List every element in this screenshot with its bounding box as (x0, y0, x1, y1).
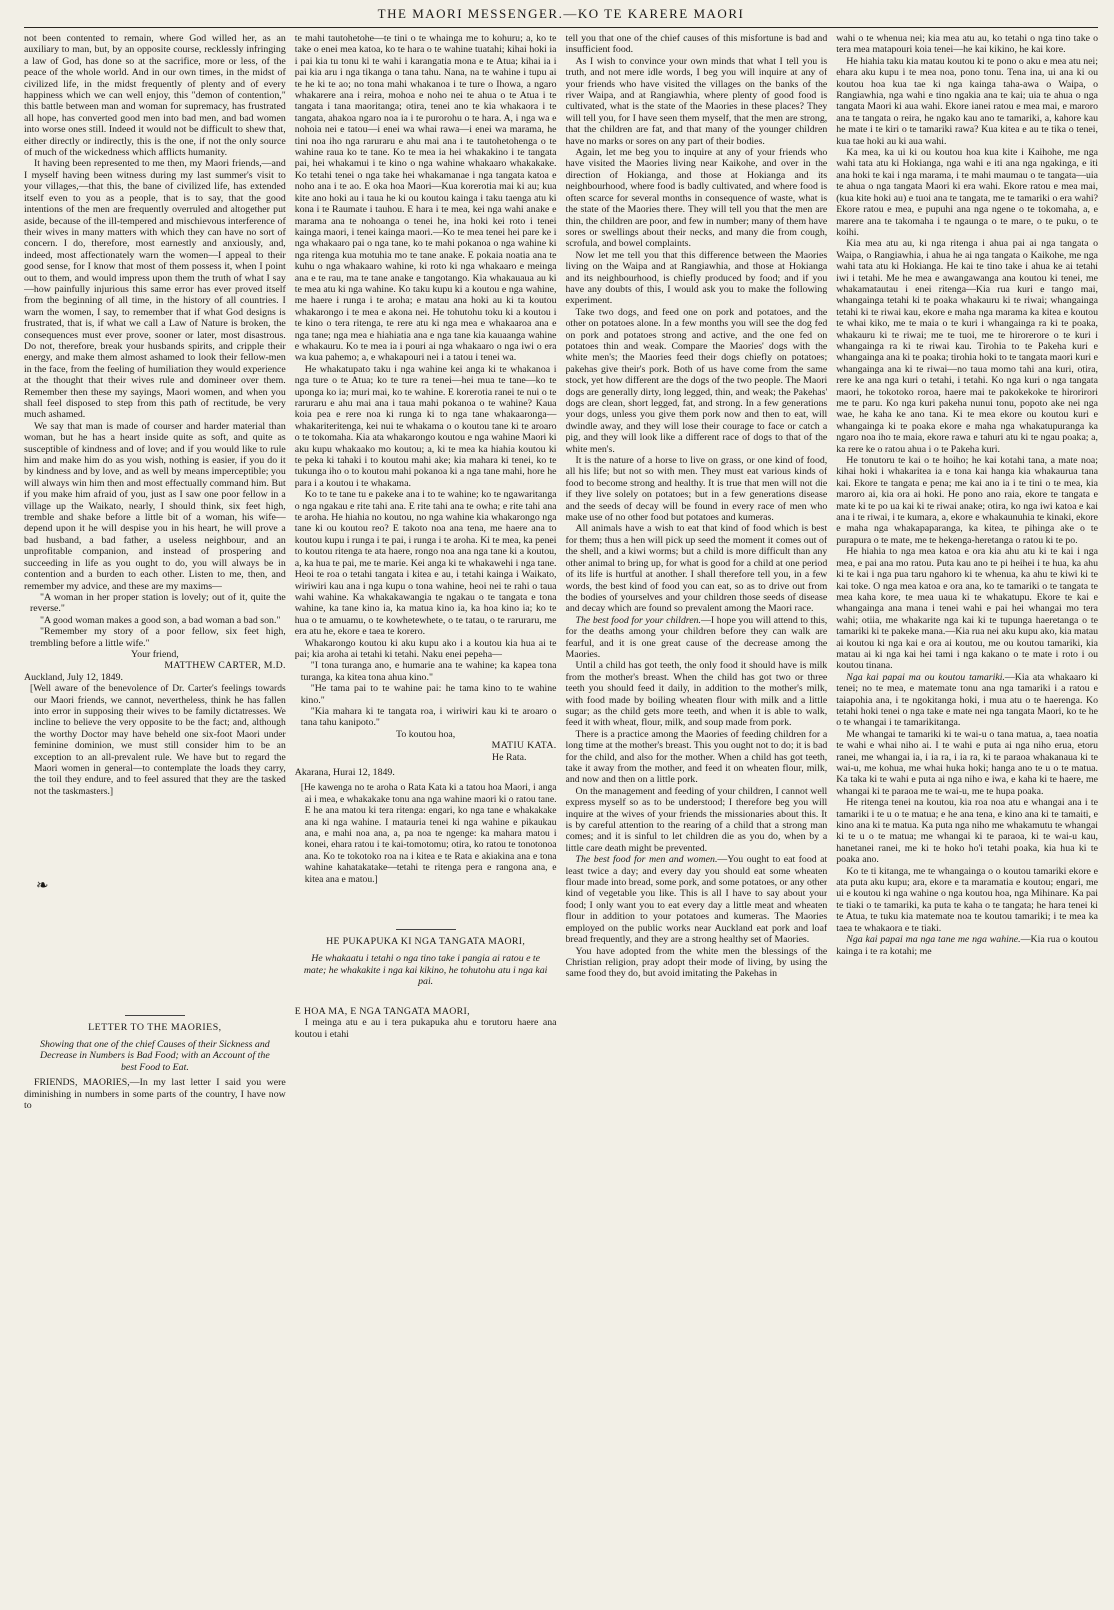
column-2 (295, 33, 557, 1605)
paragraph: I meinga atu e au i tera pukapuka ahu e torutoru haere ana koutou i etahi (294, 1017, 557, 1040)
column-3 (566, 33, 828, 1605)
paragraph: He hiahia to nga mea katoa e ora kia ahu atu ki te kai i nga mea, e pai ana mo ratou. Puta kau ano te pi heihei i te hua, ka ahu ki te kai i nga pua taru ngahoro ki te whenua, ka ahu te kiwi ki te kai toke. O nga mea katoa e ora ana, ko te tamariki o te tangata te mea kaha kore, te mea uaua ki te whakatupu. Ekore te kai e whangainga ana mana i tenei wahi e pai hei whangai mo tera wahi; otiia, me whakarite nga kai ki te tupunga haeretanga o te tamariki ki te pakeke mana.—Kia rua nei aku kupu ako, kia matau ai koutou ki nga kai e ora ai koutou, me ou koutou tamariki, kia matau ai ki nga kai hei tami i nga kakano o te mate i roto i ou koutou tinana. (836, 546, 1098, 672)
paragraph: He hiahia taku kia matau koutou ki te pono o aku e mea atu nei; ehara aku kupu i te mea noa, pono tonu. Tena ina, ui ana ki ou koutou hoa kua tae ki nga kainga taha-awa o Waipa, o Rangiawhia, nga wahi e tino ngakia ana te kai; uia te ahua o nga tangata Maori ki aua wahi. Ekore ianei ratou e mea mai, e maroro ana te tangata o reira, he ngako kau ano te tamariki, a, kahore kau he mate i te kiri o te tamariki rawa? Kua kitea e au te tika o tenei, kua tae hoki au ki aua wahi. (836, 55, 1098, 147)
paragraph: Me whangai te tamariki ki te wai-u o tana matua, a, taea noatia te wahi e whai niho ai. I te wahi e puta ai nga niho erua, etoru ranei, me whangai ia, i ia ra, i ia ra, ki te paraoa whakanaua ki te wai-u, me kohua, me whai huka hoki; hanga ano te u o te matua. Ka taka ki te wahi e puta ai nga niho e iwa, e kaha ki te haere, me whangai ki te paraoa me te wai-u, me te hupa poaka. (836, 728, 1098, 797)
paragraph: He ritenga tenei na koutou, kia roa noa atu e whangai ana i te tamariki i te u o te matua; e he ana tena, e kino ana ki te tamaiti, e kino ana ki te matua. Ka puta nga niho me whakamutu te whangai ki te u o te matua; me whangai ki te paraoa, ki te wai-u kau, hanetanei ranei, me ki te hoko ho'i tetahi poaka, kia hua ki te poaka ano. (836, 797, 1098, 866)
editorial-note: [He kawenga no te aroha o Rata Kata ki a tatou hoa Maori, i anga ai i mea, e whakakake tonu ana nga wahine maori ki o ratou tane. E he ana matou ki tera ritenga: engari, ko nga tane e whakakake ana ki nga wahine. I matauria tenei ki nga wahine e pikaukau ana, e mahi noa ana, a, pa noa te ngenge: ka mahara matou i konei, ehara ratou i te kai-tomotomu; otira, ko ratou te tonotonoa ana. Ko te tokotoko roa na i kitea e te Rata e akiakina ana e tona wahine kahatakatake—tetahi te ritenga pera e rangona ana, e kitea ana e matou.] (300, 782, 557, 885)
paragraph: He tonutoru te kai o te hoiho; he kai kotahi tana, a mate noa; kihai hoki i whakaritea ia e tona kai hanga kia whakaurua tana kai. Ekore te tangata e pena; me kai ano ia i te tini o te mea, kia maroro ai, kia ora ai hoki. He pono ano raia, ekore te tangata e mate ki te po ua kai ki te riwai anake; otira, ko nga iwi katoa e kai ana i te riwai, i te kumara, a, ekore e whakaunuhia te kinaki, ekore e maha nga whakapaparanga, ka kitea, te pihinga ake o te purapura o te mate, me te hekenga-heretanga o ratou ki te po. (836, 455, 1098, 546)
salutation: E HOA MA, E NGA TANGATA MAORI, (294, 1005, 470, 1017)
ornament-icon: ❧ (36, 878, 49, 895)
signature-title: He Rata. (492, 751, 527, 763)
columns (24, 33, 1098, 1605)
paragraph (836, 672, 1098, 729)
maxim: "A woman in her proper station is lovely; out of it, quite the reverse." (30, 591, 286, 615)
paragraph: FRIENDS, MAORIES,—In my last letter I said you were diminishing in numbers in some parts of the country, I have now to (24, 1077, 286, 1112)
paragraph-body: —You ought to eat food at least twice a day; and every day you should eat some wheaten flour made into bread, some pork, and some potatoes, or any other kind of vegetable you like. This is all I have to say about your food; I only want you to eat every day a little meat and wheaten flour in addition to your potatoes and kumeras. The Maories employed on the public works near Auckland eat pork and loaf bread frequently, and they are a strong healthy set of Maories. (565, 854, 828, 946)
paragraph: Take two dogs, and feed one on pork and potatoes, and the other on potatoes alone. In a few months you will see the dog fed on pork and potatoes strong and active, and the one fed on potatoes thin and weak. Compare the Maories' dogs with the white men's; the Maories feed their dogs chiefly on potatoes; pakehas give their's pork. Both of us have come from the same stock, yet how different are the dogs of the two people. The Maori dogs are generally dirty, long legged, thin, and weak; the Pakehas' dogs are clean, short legged, fat, and strong. In a few generations your dogs, unless you give them pork now and then to eat, will dwindle away, and they will lose their courage to face or catch a pig, and they will look like a different race of dogs to that of the white men's. (565, 306, 828, 455)
divider (125, 1015, 185, 1016)
column-1 (24, 33, 286, 1605)
paragraph: Now let me tell you that this difference between the Maories living on the Waipa and at Rangiawhia, and those at Hokianga and its neighbourhood, is chiefly produced by food; and if you have any doubts of this, I would ask you to make the following experiment. (565, 249, 828, 307)
section-lead: Nga kai papai ma ou koutou tamariki. (846, 671, 1005, 683)
spacer (295, 885, 557, 919)
letter-heading: HE PUKAPUKA KI NGA TANGATA MAORI, (326, 936, 526, 948)
section-lead: The best food for men and women. (575, 854, 718, 866)
paragraph: It having been represented to me then, my Maori friends,—and I myself having been witness during my last summer's visit to your villages,—that this, the bane of civilized life, has extended itself even to you as a people, that is to say, that the good intentions of the men are frequently overruled and altogether put aside, because of the ill-tempered and mischievous interference of their wives in many matters with which they can have no sort of concern. I do, therefore, most earnestly and anxiously, and, indeed, most affectionately warn the women—I appeal to their good sense, for I know that most of them possess it, when I point out to them, and would impress upon them the truth of what I say—how painfully injurious this same error has ever proved itself from the beginning of all time, in the history of all countries. I warn the women, I say, to remember that if what God designs is frustrated, that is, if what we call a Law of Nature is broken, the consequences must ever prove, sooner or later, most disastrous. Do not, therefore, break your husbands spirits, and cripple their energy, and make them almost ashamed to look their fellow-men in the face, from the feeling of humiliation they would experience at the thought that their wives rule and domineer over them. Remember then these my sayings, Maori women, and when you shall feel disposed to step from this path of rectitude, be very much ashamed. (24, 158, 286, 421)
spacer (295, 988, 557, 1006)
paragraph: Ko to te tane tu e pakeke ana i to te wahine; ko te ngawaritanga o nga ngakau e rite tahi ana. E rite tahi ana te owha; e rite tahi ana te aroha. He hiahia no koutou, no nga wahine kia whakarongo nga tane ki ou koutou reo? E takoto noa ana tena, me haere ana to koutou kupu i runga i te pai, i runga i te aroha. Ki te mea, ka penei to koutou ritenga te ata haere, rongo noa ana nga tane ki a koutou, a, ka hua te pai, me te marie. Kei anga ki te whakawehi i nga tane. Heoi te roa o tetahi tangata i kitea e au, i tetahi kainga i Waikato, wiriwiri kau ana i nga kupu o tona wahine, heoi nei te rahi o taua wahi wahine. Ka whakakawangia te ngakau o te tangata e tona wahine, ka tane kino ia, ka matua kino ia, ka hoa kino ia; ko te hua o te amuamu, o te kowhetewhete, o te tatau, o te raruraru, me era atu he, ekore e taea te korero. (294, 489, 557, 638)
dateline: Auckland, July 12, 1849. (24, 671, 123, 683)
paragraph: tell you that one of the chief causes of this misfortune is bad and insufficient food. (565, 33, 828, 56)
maxim: "A good woman makes a good son, a bad woman a bad son." (40, 614, 281, 626)
paragraph: All animals have a wish to eat that kind of food which is best for them; thus a hen will pick up seed the moment it comes out of the shell, and a kiwi worms; but a child is more difficult than any other animal to bring up, for what is good for a child at one period of its life is hurtful at another. I shall therefore tell you, in a few words, the best kind of food you can eat, so as to drive out from the bodies of yourselves and your children those seeds of disease and decay which are found so prevalent among the Maori race. (565, 523, 828, 615)
paragraph-body: —I hope you will attend to this, for the deaths among your children before they can walk are fearful, and it is one great cause of the decrease among the Maories. (565, 614, 828, 660)
masthead: THE MAORI MESSENGER.—KO TE KARERE MAORI (24, 6, 1098, 28)
paragraph: Ka mea, ka ui ki ou koutou hoa kua kite i Kaihohe, me nga wahi tata atu ki Hokianga, nga wahi e iti ana nga ngakinga, e iti ana hoki te kai i nga marama, i te mahi maumau o te tangata—uia te ahua o nga tangata Maori ki era wahi. Ekore ratou e mea mai,(kua kite hoki au) e tuoi ana te tangata, me te tamariki o era wahi? Ekore ratou e mea, e pupuhi ana nga ngene o te tokomaha, a, e marere ana te takomaha i te ngaunga o te mare, o te puku, o te koihi. (836, 147, 1098, 238)
paragraph: Kia mea atu au, ki nga ritenga i ahua pai ai nga tangata o Waipa, o Rangiawhia, i ahua he ai nga tangata o Kaikohe, me nga wahi tata atu ki Hokianga. He kai te tino take i ahua ke ai tetahi iwi i tetahi. Me he mea e awangawanga ana koutou ki tenei, me whakamatautau i enei ritenga—Kia rua kuri e tango mai, whangainga tetahi ki te poaka whakauru ki te riwai; whangainga tetahi ki te riwai kau, ekore e maha nga marama ka kitea e koutou te whai kiko, me te maia o te kuri i whangainga ra ki te poaka, whakauru ki te riwai; me te tuoi, me te hirorerore o te kuri i whangainga ra ki te riwai kau. Tirohia to te Pakeha kuri e whangainga ana ki te poaka; tirohia hoki to te tangata maori kuri e whangainga ana ki te riwai—no taua momo tahi ana kuri, otira, rere ke ana nga kuri o tetahi, i tetahi. Ko nga kuri o nga tangata maori, he tokotoko roroa, haere mai te pakokekoke te hirorirori me te paru. Ko nga kuri pakeha nunui tonu, popoto ake nei nga wae, he kaha ke ano tana. Ki te mea ekore ou koutou kuri e whangainga ki te poaka ekore e maha nga whakatupuranga ka ngaro noa iho te maia, ekore rawa e tahuri atu ki te ngau poaka; a, ka rere ke o ratou ahua i o te Pakeha kuri. (836, 238, 1098, 455)
paragraph: not been contented to remain, where God willed her, as an auxiliary to man, but, by an opposite course, recklessly infringing a law of God, has done so at the sacrifice, more or less, of the peace of the whole world. And in our own times, in the midst of civilized life, in the midst frequently of plenty and of every happiness which we can well enjoy, this "demon of contention," this battle between man and woman for supremacy, has frustrated all hope, has converted good men into bad men, and bad women into worse ones still. Indeed it would not be difficult to shew that, either directly or indirectly, this is the one, if not the only source of much of the wickedness which afflicts humanity. (24, 33, 286, 159)
paragraph: As I wish to convince your own minds that what I tell you is truth, and not mere idle words, I beg you will inquire at any of your friends who have visited the villages on the banks of the river Waipa, and at Rangiawhia, where plenty of good food is cultivated, what is the state of the Maories in these places? They will tell you, for I have seen them myself, that the men are strong, that the children are fat, and that many of the younger children have no marks or sores on any part of their bodies. (565, 55, 828, 147)
dateline: Akarana, Hurai 12, 1849. (294, 767, 395, 778)
maxim: "Remember my story of a poor fellow, six feet high, trembling before a little wife." (30, 626, 286, 649)
spacer (24, 797, 286, 881)
paragraph: te mahi tautohetohe—te tini o te whainga me to kohuru; a, ko te take o enei mea katoa, ko te hara o te wahine tuatahi; kihai hoki ia i pai kia tu tonu ki te wahi i karangatia mona e te Atua; kihai ia i pai kia aru i nga tikanga o tana tahu. Nana, na te wahine i tupu ai te he ki te ao; no tona mahi whakanoa i te ture o Ihowa, a ngaro whakarere ana i reira, mohoa e noho nei te ahua o te Atua i te tangata i tana maoritanga; otira, tenei ano te kia whakaora i te tangata, ahakoa ngaro noa ia i te purorohu o te hara. A, i nga wa e nohoia nei e tatou—i enei wa whai rawa—i enei wa marama, he tini noa iho nga raruraru e ahu mai ana i te tautohetohenga o te wahine raua ko te tane. Ko te mea ia hei whakakino i te tangata pai, hei whakamui i te kino o nga wahine whakaaro whakakake. Ko tetahi tenei o nga take hei whakamanae i nga tangata katoa e noho ana i te ao. E oka hoa Maori—Kua korerotia mai ki au; kua kite ano hoki au i taua he ki ou koutou kainga i taku taenga atu ki kona i te Raumate i tauhou. E hara i te mea, kei nga wahi anake e marama ana te nohoanga o tenei he, ina hoki kei roto i tenei kainga maori, i tenei kainga maori.—Ko te mea tenei hei pare ke i nga whakaaro pai o nga tane, ko te mahi pokanoa o nga wahine ki nga ritenga kua motuhia mo te tane anake. E pokaia noatia ana te kuhu o nga whakaaro wahine, ki roto ki nga whakaaro e meinga ana e te rau, ma te tane anake e tangotango. Kia whakauaua au ki te mea atu ki nga wahine. Ko taku kupu ki a koutou e nga wahine, me haere i runga i te aroha; e matau ana hoki au ki ta koutou whakarongo i te mea e akona nei. He tohutohu toku ki a koutou i te kino o tera ritenga, te rere atu ki nga mea e whakaaroa ana e nga tane; nga mea e hiahiatia ana e nga tane kia kauaanga wahine e whakauru. Ko te mea ia i pouri ai nga whakaaro o nga iwi o era wa kua pahemo; a, e whakapouri nei i a tatou i tenei wa. (294, 33, 557, 364)
paragraph: He whakatupato taku i nga wahine kei anga ki te whakanoa i nga ture o te Atua; ko te ture ra tenei—hei mua te tane—ko te uponga ko ia; muri mai, ko te wahine. E korerotia ranei te nui o te raruraru e ahu mai ana i taua mahi pokanoa o te wahine? Kaua koia pea e rere noa ki runga ki to nga tane whakaaronga—whakariteritenga, kei nui te whakama o o koutou tane ki te aroaro o te tokomaha. Kia ata whakarongo koutou e nga wahine Maori ki aku kupu whakaako mo koutou; a, ki te mea ka hiahia koutou ki te peka ki tahaki i to koutou mahi ake; kia mahara ki tenei, ko te tukunga iho o to koutou mahi pokanoa ki a nga tane mahi, hore he para i a koutou i te whakama. (294, 363, 557, 489)
paragraph-body: —Kia ata whakaaro ki tenei; no te mea, e matemate tonu ana nga tamariki i a ratou e taiapohia ana, i te ngokitanga hoki, i mua atu o te haerenga. Ko tetahi hoki tenei o nga take e mate nei nga tangata Maori, ko te he o te whangai i te tamarikitanga. (836, 671, 1098, 729)
maxim: "I tona turanga ano, e humarie ana te wahine; ka kapea tona turanga, ka kitea tona ahua kino." (300, 660, 557, 683)
paragraph: Again, let me beg you to inquire at any of your friends who have visited the Maories living near Kaikohe, and over in the direction of Hokianga, and those at Hokianga and its neighbourhood, where food is badly cultivated, and where food is often scarce for several months in consequence of waste, what is the state of the Maories there. They will tell you that the men are thin, the children are poor, and few in number; many of them have sores or swellings about their necks, and many die from cough, scrofula, and bowel complaints. (565, 147, 828, 250)
paragraph: wahi o te whenua nei; kia mea atu au, ko tetahi o nga tino take o tera mea matapouri koia tenei—he kai kikino, he kai kore. (836, 33, 1098, 56)
paragraph: Until a child has got teeth, the only food it should have is milk from the mother's breast. When the child has got two or three teeth you should feed it daily, in addition to the mother's milk, with food made by boiling wheaten flour with milk and a little sugar; as the child gets more teeth, and when it is able to walk, feed it with wheat, flour, milk, and soup made from pork. (565, 660, 828, 729)
signature: MATIU KATA. (491, 740, 557, 752)
paragraph: It is the nature of a horse to live on grass, or one kind of food, all his life; but not so with men. They must eat various kinds of food to become strong and healthy. It is true that men will not die if they live solely on potatoes; but in a few generations disease and the seeds of decay will be found in every race of men who make use of no other food but potatoes and kumeras. (565, 455, 828, 524)
signoff: Your friend, (131, 648, 179, 660)
paragraph (566, 615, 828, 661)
paragraph (566, 854, 828, 945)
paragraph: You have adopted from the white men the blessings of the Christian religion, pray adopt their mode of living, by using the same food they do, but avoid imitating the Pakehas in (565, 945, 828, 980)
section-lead: The best food for your children. (575, 614, 701, 626)
section-lead: Nga kai papai ma nga tane me nga wahine. (846, 934, 1021, 946)
paragraph: There is a practice among the Maories of feeding children for a long time at the mother's breast. This you ought not to do; it is bad for the child, and also for the mother. When a child has got teeth, take it away from the mother, and feed it on wheaten flour, milk, and now and then on a little pork. (565, 728, 828, 786)
maxim: "Kia mahara ki te tangata roa, i wiriwiri kau ki te aroaro o tana tahu kanipoto." (300, 705, 557, 729)
letter-subheading: He whakaatu i tetahi o nga tino take i pangia ai ratou e te mate; he whakakite i nga kai kikino, he tohutohu atu i nga kai pai. (303, 953, 548, 988)
letter-subheading: Showing that one of the chief Causes of their Sickness and Decrease in Numbers is Bad Food; with an Account of the best Food to Eat. (40, 1039, 270, 1073)
paragraph: Whakarongo koutou ki aku kupu ako i a koutou kia hua ai te pai; kia aroha ai tetahi ki tetahi. Naku enei pepeha— (294, 637, 557, 660)
paragraph: Ko te ti kitanga, me te whangainga o o koutou tamariki ekore e ata puta aku kupu; ara, ekore e ta maramatia e koutou; engari, me ui e koutou ki nga wahine o nga koutou hoa, nga Mihinare. Ka pai te tiaki o te tamariki, ka puta te kaha o te tangata; he hara tenei ki te Atua, te tuku kia matemate noa te koutou tamariki; i te mea ka taea te whakaora e te tiaki. (836, 865, 1098, 934)
signature: MATTHEW CARTER, M.D. (164, 660, 286, 672)
paragraph (836, 934, 1098, 957)
paragraph-body: —Kia rua o koutou kainga i te ra kotahi; me (836, 934, 1098, 957)
column-4 (836, 33, 1098, 1605)
letter-heading: LETTER TO THE MAORIES, (88, 1021, 222, 1033)
paragraph: We say that man is made of courser and harder material than woman, but he has a heart inside quite as soft, and quite as susceptible of kindness and of love; and if you would like to rule him and make him do as you wish, nothing is easier, if you do it by kindness and by love, and as well by means imperceptible; you will always win him then and most effectually command him. But if you make him afraid of you, just as I saw one poor fellow in a village up the Waikato, nearly, I should think, six feet high, tremble and shake before a little bit of a woman, his wife—depend upon it he will despise you in his heart, he will prove a bad husband, a bad father, a useless neighbour, and an unprofitable companion, and instead of prospering and succeeding in life as you ought to do, you will always be in contention and a burden to each other. Listen to me, then, and remember my advice, and these are my maxims— (24, 420, 286, 592)
maxim: "He tama pai to te wahine pai: he tama kino to te wahine kino." (300, 683, 557, 706)
paragraph: On the management and feeding of your children, I cannot well express myself so as to be understood; I therefore beg you will inquire at the wives of your friends the missionaries about this. It is by careful attention to the rearing of a child that a strong man comes; and it is sinful to let children die as you do, when by a little care death might be prevented. (565, 785, 828, 854)
signoff: To koutou hoa, (396, 728, 456, 740)
divider (396, 929, 456, 930)
editorial-note: [Well aware of the benevolence of Dr. Carter's feelings towards our Maori friends, we cannot, nevertheless, think he has fallen into error in supposing their wives to be family dictatresses. We incline to believe the very opposite to be the fact; and, although the worthy Doctor may have beheld one six-foot Maori under feminine dominion, we must still consider him to be an exception to an all-prevalent rule. We have but to regard the Maori women in general—to contemplate the loads they carry, the toil they endure, and to feel assured that they are the tasked not the taskmasters.] (30, 683, 286, 797)
spacer (24, 893, 286, 1005)
